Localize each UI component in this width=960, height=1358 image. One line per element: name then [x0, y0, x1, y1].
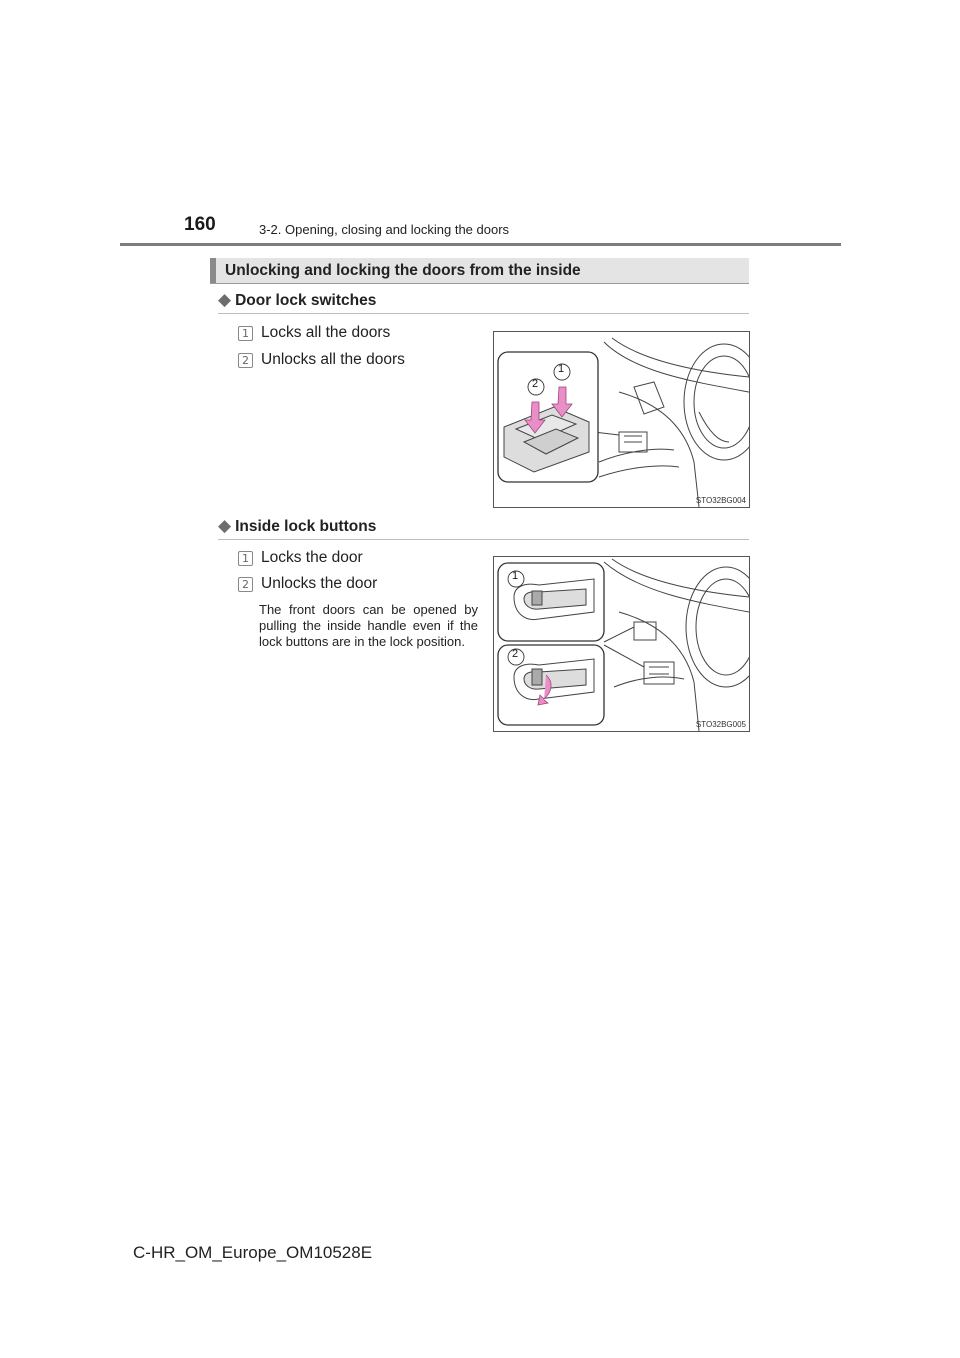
figure-callout-number: 2 — [532, 378, 539, 390]
figure-callout-number: 1 — [512, 570, 519, 582]
subheading-rule — [218, 539, 749, 540]
subheading-text: Inside lock buttons — [235, 518, 377, 535]
step-number-badge: 2 — [238, 353, 253, 368]
section-accent — [210, 258, 216, 283]
diamond-bullet-icon: ◆ — [218, 290, 232, 309]
section-heading-bar — [210, 258, 749, 284]
document-id-footer: C-HR_OM_Europe_OM10528E — [133, 1243, 373, 1262]
step-number-badge: 2 — [238, 577, 253, 592]
step-number-badge: 1 — [238, 326, 253, 341]
step-text: Unlocks the door — [261, 575, 378, 592]
step-text: Unlocks all the doors — [261, 351, 405, 368]
subheading-inside-lock-buttons — [218, 516, 376, 536]
figure-callout-number: 1 — [558, 363, 565, 375]
figure-door-lock-switch — [493, 331, 750, 508]
subheading-door-lock-switches — [218, 290, 376, 310]
step-text: Locks the door — [261, 549, 363, 566]
section-title: Unlocking and locking the doors from the inside — [225, 262, 581, 279]
step-text: Locks all the doors — [261, 324, 391, 341]
step-item — [238, 575, 377, 593]
step-item — [238, 549, 363, 567]
page-number: 160 — [184, 214, 216, 235]
running-head: 3-2. Opening, closing and locking the doors — [259, 222, 510, 237]
step-item — [238, 351, 405, 369]
note-paragraph: The front doors can be opened by pulling the inside handle even if the lock buttons are in the lock position. — [259, 602, 478, 649]
subheading-rule — [218, 313, 749, 314]
figure-inside-lock-button — [493, 556, 750, 732]
subheading-text: Door lock switches — [235, 292, 377, 309]
header-rule — [120, 243, 841, 246]
figure-id: STO32BG004 — [695, 496, 746, 505]
step-number-badge: 1 — [238, 551, 253, 566]
figure-callout-number: 2 — [512, 648, 519, 660]
step-item — [238, 324, 390, 342]
inside-lock-button-illustration — [494, 557, 749, 731]
diamond-bullet-icon: ◆ — [218, 516, 232, 535]
door-lock-switch-illustration — [494, 332, 749, 507]
figure-id: STO32BG005 — [695, 720, 746, 729]
